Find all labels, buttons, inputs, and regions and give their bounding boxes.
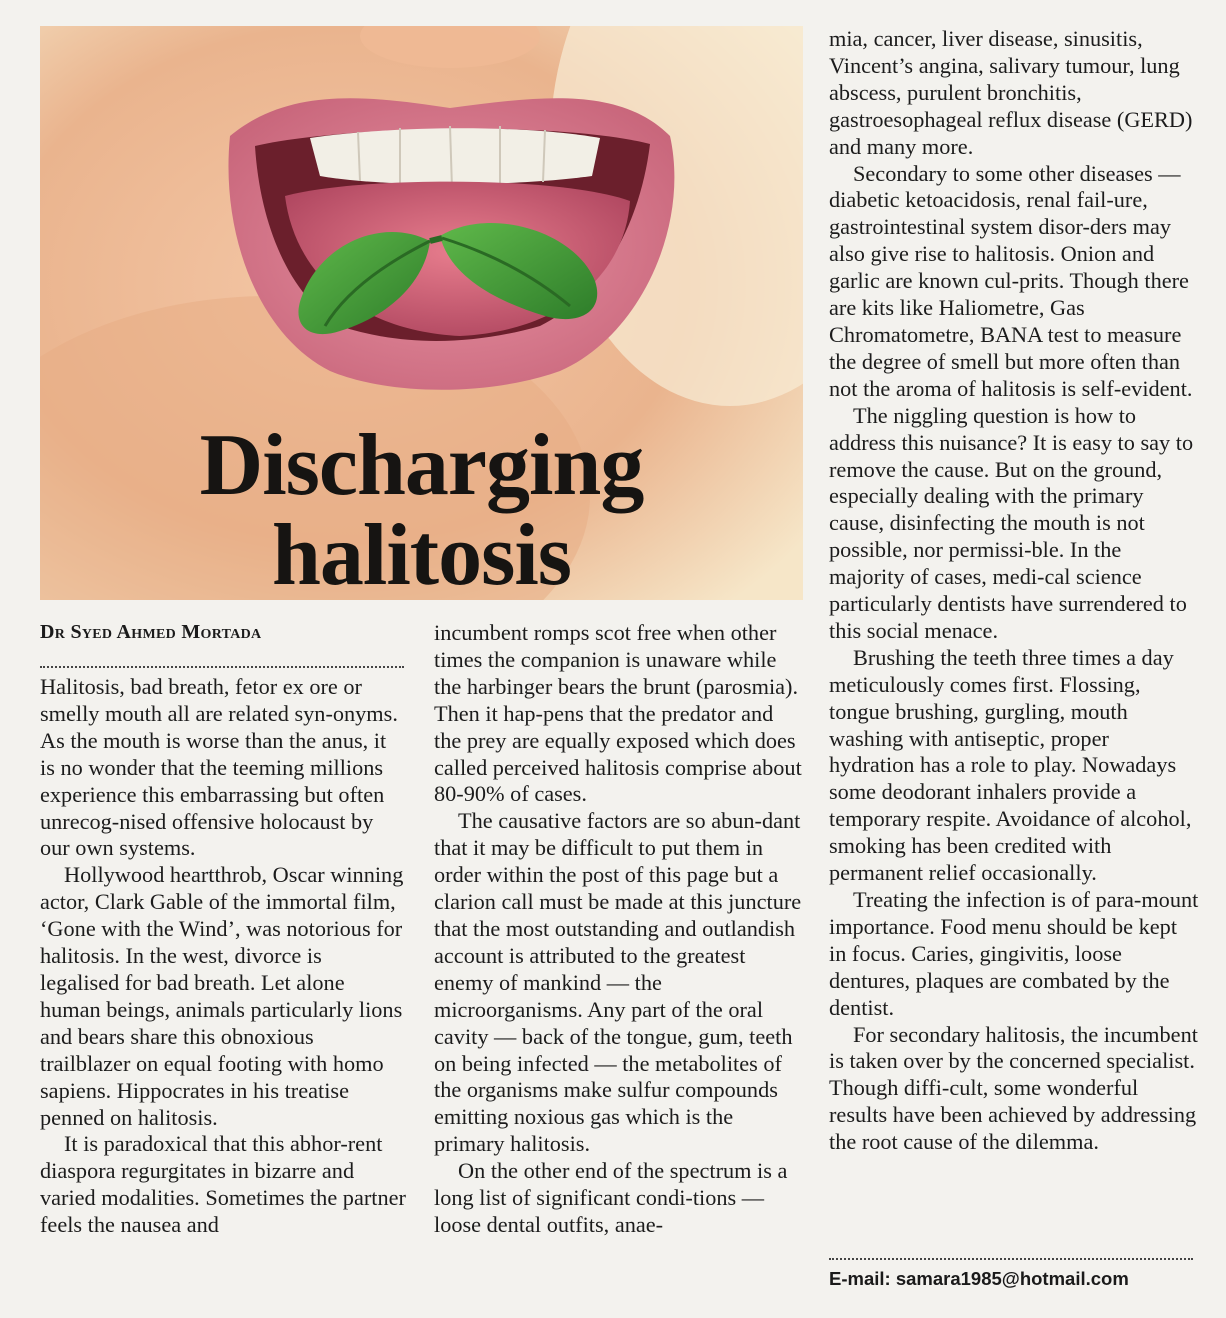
headline-line-2: halitosis — [271, 507, 572, 600]
paragraph: Halitosis, bad breath, fetor ex ore or smelly mouth all are related syn-onyms. As the mouth is worse than the anus, it is no wonder that the teeming millions experience this embarrassing but often unrecog-nised offensive holocaust by our own systems. — [40, 674, 398, 861]
article-column-2 — [434, 620, 806, 1239]
byline-divider — [40, 666, 404, 668]
paragraph: Brushing the teeth three times a day meticulously comes first. Flossing, tongue brushing, gurgling, mouth washing with antiseptic, proper hydration has a role to play. Nowadays some deodorant inhalers provide a temporary respite. Avoidance of alcohol, smoking has been credited with permanent relief occasionally. — [829, 644, 1192, 886]
article-column-3 — [829, 26, 1199, 1156]
article-column-1 — [40, 674, 406, 1239]
paragraph: On the other end of the spectrum is a long list of significant condi-tions — loose dental outfits, anae- — [434, 1158, 788, 1237]
paragraph: Hollywood heartthrob, Oscar winning actor, Clark Gable of the immortal film, ‘Gone with the Wind’, was notorious for halitosis. In the west, divorce is legalised for bad breath. Let alone human beings, animals particularly lions and bears share this obnoxious trailblazer on equal footing with homo sapiens. Hippocrates in his treatise penned on halitosis. — [40, 862, 404, 1130]
paragraph: For secondary halitosis, the incumbent is taken over by the concerned specialist. Though diffi-cult, some wonderful results have been achieved by addressing the root cause of the dilemma. — [829, 1021, 1198, 1155]
headline-line-1: Discharging — [199, 417, 644, 514]
paragraph: The causative factors are so abun-dant that it may be difficult to put them in order within the post of this page but a clarion call must be made at this juncture that the most outstanding and outlandish account is attributed to the greatest enemy of mankind — the microorganisms. Any part of the oral cavity — back of the tongue, gum, teeth on being infected — the metabolites of the organisms make sulfur compounds emitting noxious gas which is the primary halitosis. — [434, 808, 802, 1157]
paragraph: The niggling question is how to address this nuisance? It is easy to say to remove the cause. But on the ground, especially dealing with the primary cause, disinfecting the mouth is not possible, nor permissi-ble. In the majority of cases, medi-cal science particularly dentists have surrendered to this social menace. — [829, 402, 1194, 643]
paragraph: Treating the infection is of para-mount importance. Food menu should be kept in focus. Caries, gingivitis, loose dentures, plaques are combated by the dentist. — [829, 887, 1199, 1020]
author-byline: Dr Syed Ahmed Mortada — [40, 621, 262, 643]
email-divider — [829, 1258, 1193, 1260]
author-email[interactable]: E-mail: samara1985@hotmail.com — [829, 1268, 1129, 1289]
paragraph: incumbent romps scot free when other times the companion is unaware while the harbinger bears the brunt (parosmia). Then it hap-pens that the predator and the prey are equally exposed which does called perceived halitosis comprise about 80-90% of cases. — [434, 620, 802, 807]
paragraph: It is paradoxical that this abhor-rent diaspora regurgitates in bizarre and varied modalities. Sometimes the partner feels the nausea and — [40, 1131, 406, 1238]
paragraph: Secondary to some other diseases — diabetic ketoacidosis, renal fail-ure, gastrointestinal system disor-ders may also give rise to halitosis. Onion and garlic are known cul-prits. Though there are kits like Haliometre, Gas Chromatometre, BANA test to measure the degree of smell but more often than not the aroma of halitosis is self-evident. — [829, 160, 1193, 401]
article-headline — [40, 417, 803, 600]
article-photo — [40, 26, 803, 600]
paragraph: mia, cancer, liver disease, sinusitis, Vincent’s angina, salivary tumour, lung abscess, purulent bronchitis, gastroesophageal reflux disease (GERD) and many more. — [829, 26, 1193, 159]
